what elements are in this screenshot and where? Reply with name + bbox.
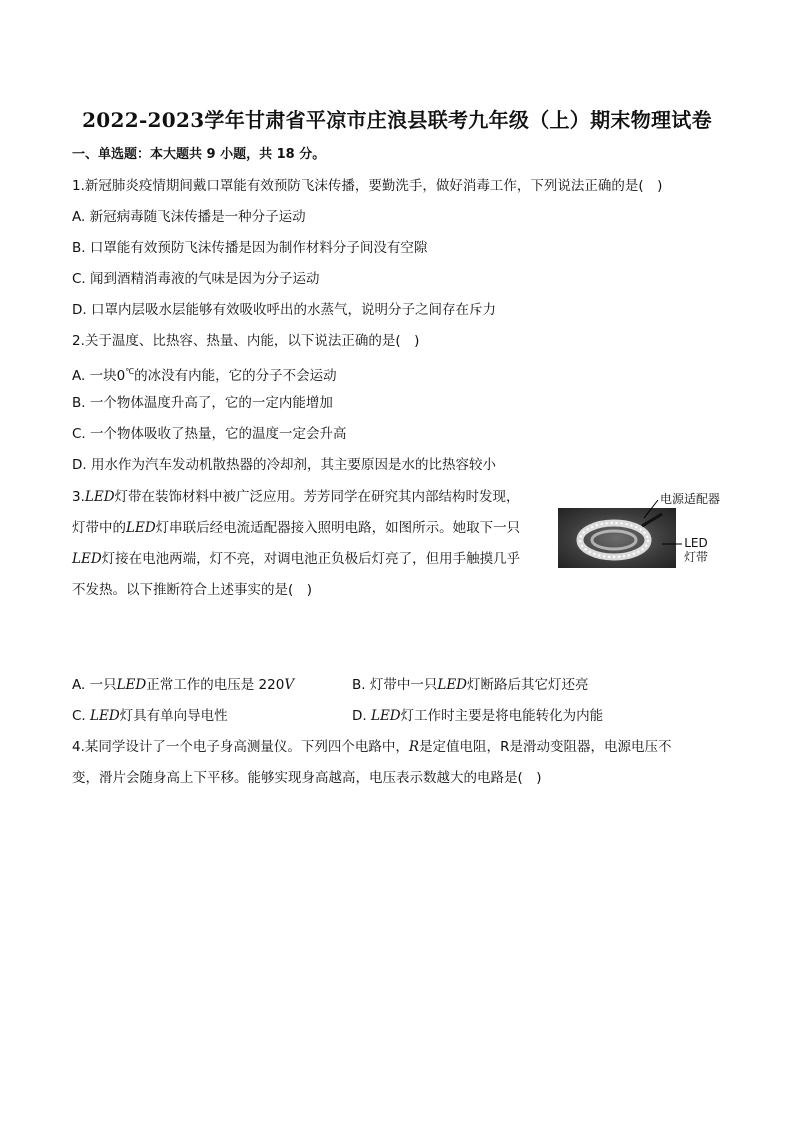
led-label-line-2: 灯带 [684, 550, 709, 564]
q3-d-led: LED [370, 708, 401, 724]
q3-text-2a: 灯带中的 [72, 520, 126, 536]
q3-c-text-2: 灯具有单向导电性 [119, 708, 228, 724]
q3-text-2b: 灯串联后经电流适配器接入照明电路，如图所示。她取下一只 [155, 520, 521, 536]
q4-stem-line-1 [72, 738, 671, 756]
q1-option-d: D. 口罩内层吸水层能够有效吸收呼出的水蒸气，说明分子之间存在斥力 [72, 302, 496, 318]
q4-r-symbol: R [408, 739, 420, 755]
q1-stem: 1.新冠肺炎疫情期间戴口罩能有效预防飞沫传播，要勤洗手，做好消毒工作，下列说法正确的是( ) [72, 178, 663, 194]
q2-stem: 2.关于温度、比热容、热量、内能，以下说法正确的是( ) [72, 333, 420, 349]
q3-stem-line-3 [72, 550, 520, 568]
q3-text-1: 灯带在装饰材料中被广泛应用。芳芳同学在研究其内部结构时发现， [114, 489, 520, 505]
q3-stem-line-4: 不发热。以下推断符合上述事实的是( ) [72, 582, 313, 598]
adapter-label: 电源适配器 [660, 492, 721, 506]
q2-a-text-2: 的冰没有内能，它的分子不会运动 [134, 368, 337, 384]
q1-option-c: C. 闻到酒精消毒液的气味是因为分子运动 [72, 271, 320, 287]
q3-led-1: LED [84, 489, 115, 505]
q3-c-text-1: C. [72, 708, 91, 724]
q4-text-3: 是滑动变阻器，电源电压不 [509, 739, 672, 755]
q2-option-c: C. 一个物体吸收了热量，它的温度一定会升高 [72, 426, 347, 442]
q3-b-led: LED [437, 677, 468, 693]
q2-option-a [72, 363, 337, 385]
q3-number: 3. [72, 489, 85, 505]
q3-a-text-2: 正常工作的电压是 220 [146, 677, 285, 693]
led-label-line-1: LED [684, 536, 708, 550]
led-strip-label [684, 536, 708, 564]
q2-a-text-1: A. 一块0 [72, 368, 126, 384]
q3-c-led: LED [90, 708, 120, 724]
q3-text-3: 灯接在电池两端，灯不亮，对调电池正负极后灯亮了，但用手触摸几乎 [101, 551, 521, 567]
q3-option-d [352, 707, 603, 725]
q4-text-1: 4.某同学设计了一个电子身高测量仪。下列四个电路中， [72, 739, 409, 755]
q3-b-text-1: B. 灯带中一只 [352, 677, 438, 693]
q4-r-prime-symbol: R [500, 739, 510, 755]
q3-led-2: LED [126, 520, 156, 536]
q3-option-c [72, 707, 228, 725]
q3-a-unit: V [284, 677, 295, 693]
led-strip-figure [558, 490, 730, 570]
q3-d-text-1: D. [352, 708, 371, 724]
q3-led-3: LED [72, 551, 102, 567]
q3-option-b [352, 676, 589, 694]
q3-a-text-1: A. 一只 [72, 677, 117, 693]
q3-option-a [72, 676, 294, 694]
q2-option-b: B. 一个物体温度升高了，它的一定内能增加 [72, 395, 333, 411]
q4-stem-line-2: 变，滑片会随身高上下平移。能够实现身高越高，电压表示数越大的电路是( ) [72, 770, 542, 786]
q3-stem-line-1 [72, 488, 520, 506]
q1-option-a: A. 新冠病毒随飞沫传播是一种分子运动 [72, 209, 306, 225]
q1-option-b: B. 口罩能有效预防飞沫传播是因为制作材料分子间没有空隙 [72, 240, 428, 256]
q3-d-text-2: 灯工作时主要是将电能转化为内能 [400, 708, 604, 724]
q3-stem-line-2 [72, 519, 520, 537]
q3-b-text-2: 灯断路后其它灯还亮 [467, 677, 589, 693]
page-title: 2022-2023学年甘肃省平凉市庄浪县联考九年级（上）期末物理试卷 [82, 108, 712, 132]
q2-a-unit: ℃ [125, 367, 135, 376]
q4-text-2: 是定值电阻， [419, 739, 501, 755]
q3-a-led: LED [116, 677, 147, 693]
section-heading: 一、单选题：本大题共 9 小题，共 18 分。 [72, 147, 326, 162]
q2-option-d: D. 用水作为汽车发动机散热器的冷却剂，其主要原因是水的比热容较小 [72, 457, 496, 473]
